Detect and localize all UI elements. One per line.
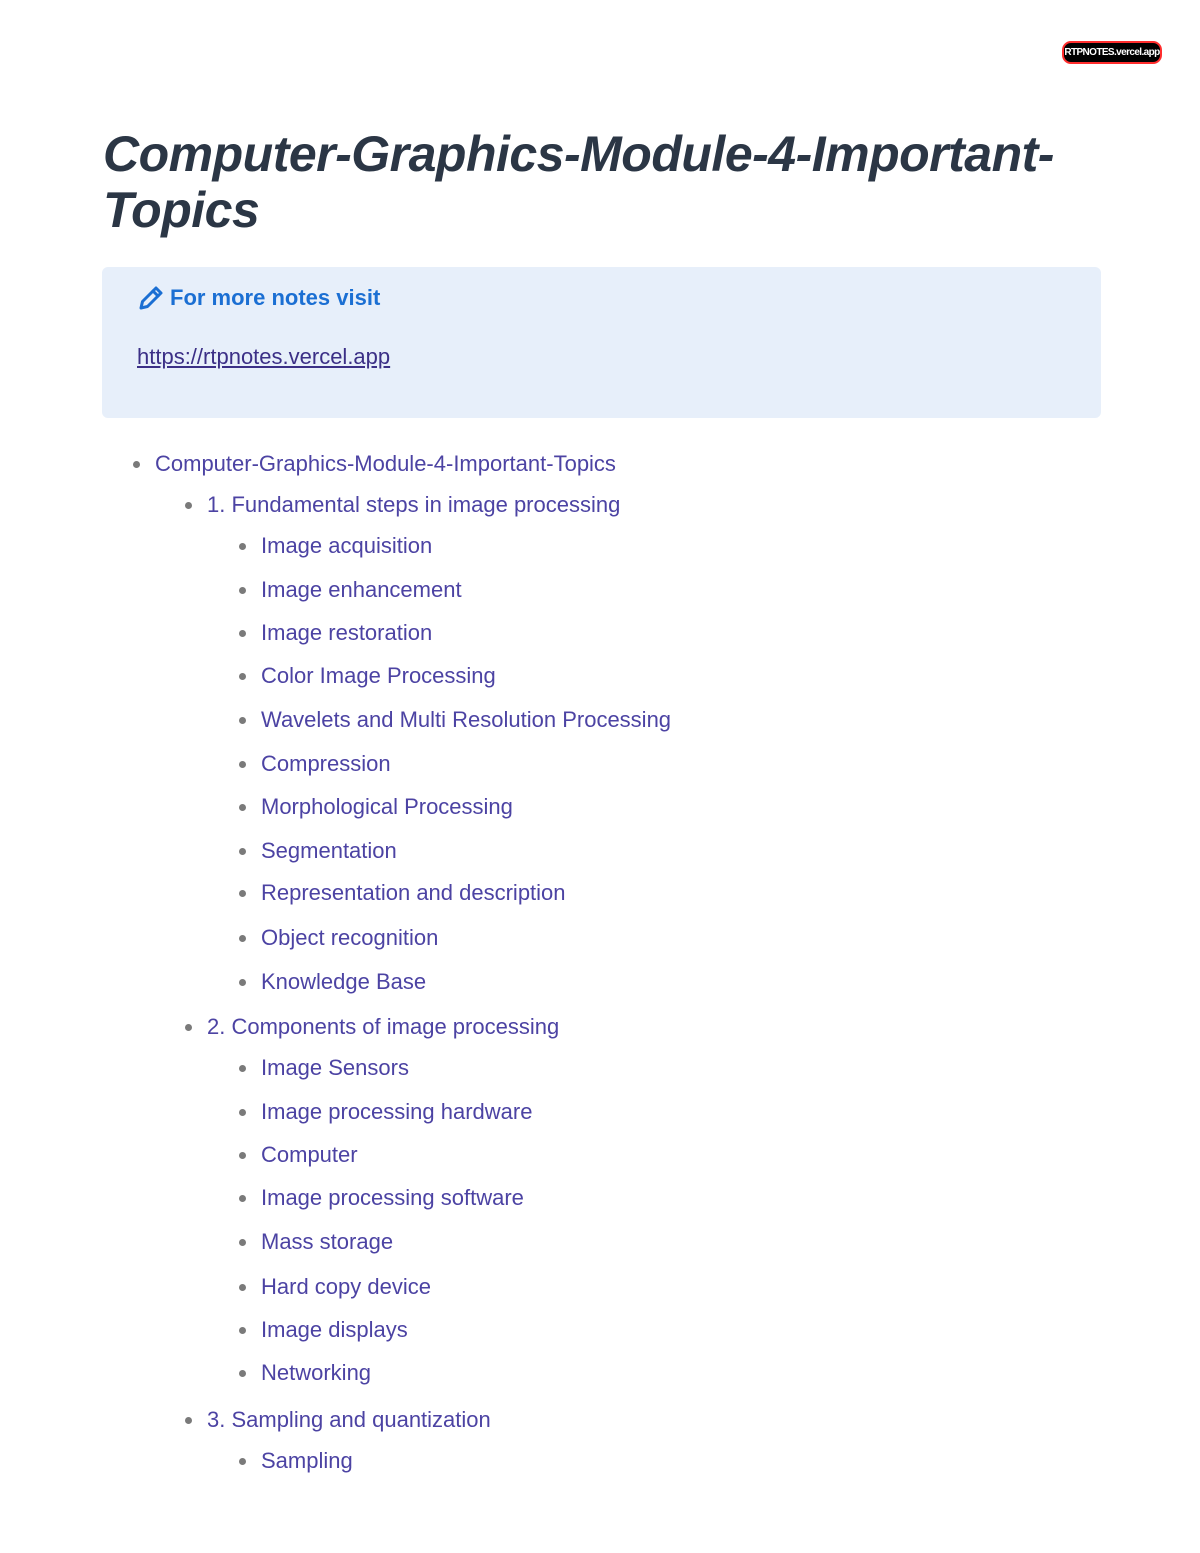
toc-item-color-image-processing[interactable] — [261, 662, 496, 690]
toc-item-processing-software[interactable] — [261, 1184, 524, 1212]
toc-item-label: Image restoration — [261, 620, 433, 645]
list-bullet — [239, 630, 246, 637]
rtpnotes-link[interactable]: https://rtpnotes.vercel.app — [137, 344, 391, 369]
toc-item-processing-hardware[interactable] — [261, 1098, 532, 1126]
list-bullet — [239, 1458, 246, 1465]
list-bullet — [239, 543, 246, 550]
toc-item-image-enhancement[interactable] — [261, 576, 462, 604]
list-bullet — [239, 1195, 246, 1202]
callout-heading — [137, 284, 380, 312]
toc-item-knowledge-base[interactable] — [261, 968, 426, 996]
toc-item-networking[interactable] — [261, 1359, 371, 1387]
list-bullet — [239, 717, 246, 724]
list-bullet — [239, 1109, 246, 1116]
pencil-icon — [137, 284, 165, 312]
list-bullet — [239, 1327, 246, 1334]
toc-item-label: Wavelets and Multi Resolution Processing — [261, 707, 672, 732]
toc-item-label: Segmentation — [261, 838, 397, 863]
toc-item-label: Representation and description — [261, 880, 566, 905]
toc-item-label: Image Sensors — [261, 1055, 409, 1080]
list-bullet — [239, 890, 246, 897]
toc-item-representation[interactable] — [261, 879, 566, 907]
list-bullet — [185, 502, 192, 509]
toc-item-computer[interactable] — [261, 1141, 358, 1169]
list-bullet — [239, 1370, 246, 1377]
toc-item-label: Sampling — [261, 1448, 353, 1473]
list-bullet — [239, 1284, 246, 1291]
toc-item-label: Color Image Processing — [261, 663, 496, 688]
list-bullet — [239, 979, 246, 986]
toc-item-label: Object recognition — [261, 925, 439, 950]
toc-item-root[interactable] — [155, 450, 616, 478]
list-bullet — [239, 804, 246, 811]
list-bullet — [239, 1065, 246, 1072]
toc-section-fundamental-steps[interactable] — [207, 491, 620, 519]
toc-item-label: Computer-Graphics-Module-4-Important-Topics — [155, 451, 616, 476]
toc-section-components[interactable] — [207, 1013, 559, 1041]
toc-item-object-recognition[interactable] — [261, 924, 438, 952]
callout-heading-text: For more notes visit — [170, 285, 381, 310]
toc-item-label: Computer — [261, 1142, 358, 1167]
list-bullet — [239, 848, 246, 855]
list-bullet — [239, 1152, 246, 1159]
toc-item-image-displays[interactable] — [261, 1316, 408, 1344]
toc-item-image-restoration[interactable] — [261, 619, 432, 647]
list-bullet — [239, 935, 246, 942]
toc-item-label: Networking — [261, 1360, 372, 1385]
toc-item-label: Hard copy device — [261, 1274, 431, 1299]
list-bullet — [133, 461, 140, 468]
toc-item-label: 3. Sampling and quantization — [207, 1407, 491, 1432]
toc-item-image-sensors[interactable] — [261, 1054, 409, 1082]
toc-item-image-acquisition[interactable] — [261, 532, 432, 560]
toc-item-wavelets[interactable] — [261, 706, 671, 734]
toc-item-mass-storage[interactable] — [261, 1228, 393, 1256]
toc-item-label: 2. Components of image processing — [207, 1014, 560, 1039]
toc-item-sampling[interactable] — [261, 1447, 353, 1475]
toc-item-label: Morphological Processing — [261, 794, 513, 819]
toc-section-sampling-quantization[interactable] — [207, 1406, 491, 1434]
page-title: Computer-Graphics-Module-4-Important-Topics — [103, 126, 1054, 238]
toc-item-label: Mass storage — [261, 1229, 394, 1254]
toc-item-segmentation[interactable] — [261, 837, 397, 865]
toc-item-hard-copy-device[interactable] — [261, 1273, 431, 1301]
toc-item-label: Compression — [261, 751, 391, 776]
toc-item-label: Image acquisition — [261, 533, 433, 558]
toc-item-label: Image enhancement — [261, 577, 462, 602]
toc-item-label: Knowledge Base — [261, 969, 427, 994]
toc-item-label: Image processing hardware — [261, 1099, 533, 1124]
list-bullet — [239, 587, 246, 594]
list-bullet — [185, 1024, 192, 1031]
list-bullet — [239, 1239, 246, 1246]
list-bullet — [185, 1417, 192, 1424]
toc-item-label: 1. Fundamental steps in image processing — [207, 492, 621, 517]
brand-logo-badge: RTPNOTES.vercel.app — [1062, 41, 1162, 64]
toc-item-label: Image processing software — [261, 1185, 524, 1210]
toc-item-compression[interactable] — [261, 750, 391, 778]
toc-item-label: Image displays — [261, 1317, 408, 1342]
list-bullet — [239, 761, 246, 768]
list-bullet — [239, 673, 246, 680]
toc-item-morphological-processing[interactable] — [261, 793, 513, 821]
